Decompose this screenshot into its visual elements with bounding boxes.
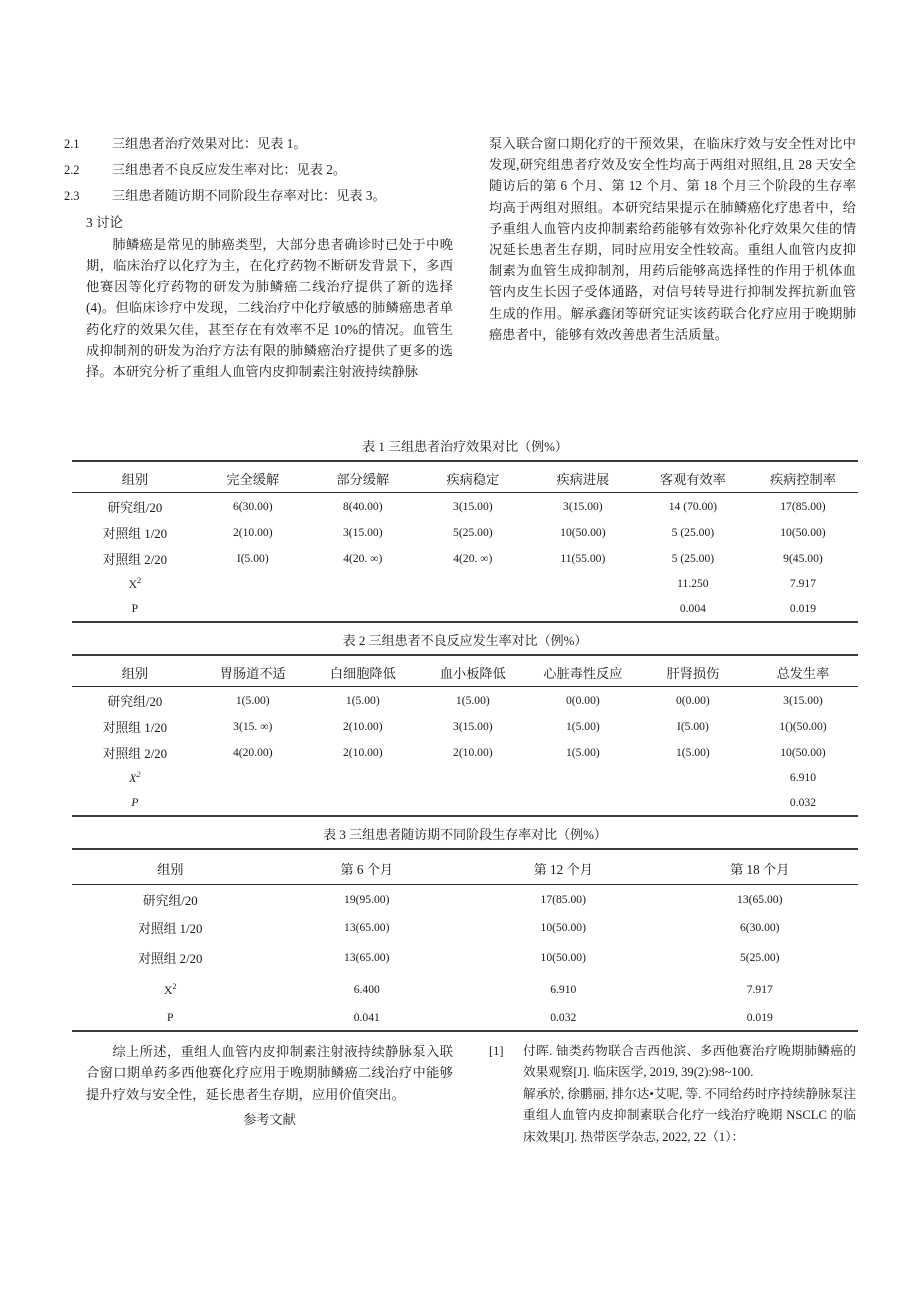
table-1 bbox=[72, 460, 858, 623]
table-1-cell: 10(50.00) bbox=[560, 525, 606, 539]
table-2-cell: 3(15.00) bbox=[453, 719, 493, 733]
left-column bbox=[64, 133, 453, 382]
table-row bbox=[72, 596, 858, 622]
conclusion-paragraph: 综上所述，重组人血管内皮抑制素注射液持续静脉泵入联合窗口期单药多西他赛化疗应用于晚期肺鳞癌二线治疗中能够提升疗效与安全性，延长患者生存期，应用价值突出。 bbox=[86, 1044, 453, 1102]
table-3 bbox=[72, 848, 858, 1032]
table-2-cell: 2(10.00) bbox=[342, 745, 383, 759]
table-row bbox=[72, 493, 858, 519]
table-2-cell bbox=[308, 790, 418, 816]
section-number-2-1: 2.1 bbox=[64, 137, 80, 151]
table-2-cell bbox=[198, 790, 308, 816]
table-1-cell: 9(45.00) bbox=[783, 551, 823, 565]
table-3-cell: 19(95.00) bbox=[344, 893, 390, 906]
table-1-cell: 0.019 bbox=[789, 602, 816, 615]
table-row bbox=[72, 713, 858, 739]
table-2-cell: 10(50.00) bbox=[780, 745, 826, 759]
table-3-header-cell: 第 12 个月 bbox=[533, 861, 593, 877]
table-3-cell: 0.032 bbox=[550, 1010, 577, 1024]
table-1-cell: 0.004 bbox=[679, 602, 706, 615]
table-3-cell: 5(25.00) bbox=[739, 951, 780, 964]
table-3-header-cell: 组别 bbox=[157, 861, 184, 877]
table-row bbox=[72, 1005, 858, 1031]
table-1-cell: 11(55.00) bbox=[560, 551, 606, 565]
table-2-cell: 1(5.00) bbox=[565, 745, 600, 759]
table-1-cell: 14 (70.00) bbox=[668, 499, 718, 513]
table-2-cell: 1(5.00) bbox=[235, 693, 270, 707]
table-1-cell bbox=[528, 596, 638, 622]
section-number-2-2: 2.2 bbox=[64, 163, 80, 178]
table-1-cell: 3(15.00) bbox=[342, 525, 383, 539]
section-text-2-2: 三组患者不良反应发生率对比：见表 2。 bbox=[112, 162, 347, 178]
table-row bbox=[72, 519, 858, 545]
table-row bbox=[72, 915, 858, 941]
table-3-group-label: 对照组 1/20 bbox=[138, 922, 203, 936]
table-1-cell: 3(15.00) bbox=[453, 499, 493, 513]
table-1-cell: 8(40.00) bbox=[342, 499, 383, 513]
table-1-header-cell: 疾病稳定 bbox=[446, 472, 500, 487]
table-1-cell bbox=[528, 571, 638, 596]
table-2-cell: 1(5.00) bbox=[565, 719, 600, 733]
table-3-caption: 表 3 三组患者随访期不同阶段生存率对比（例%） bbox=[323, 827, 607, 842]
list-item bbox=[489, 1084, 856, 1148]
table-1-cell bbox=[198, 571, 308, 596]
table-1-cell: 4(20. ∞) bbox=[343, 551, 383, 565]
table-1-caption: 表 1 三组患者治疗效果对比（例%） bbox=[362, 439, 568, 454]
table-2-cell bbox=[638, 765, 748, 790]
table-1-header-cell: 部分缓解 bbox=[336, 472, 390, 487]
table-2-caption: 表 2 三组患者不良反应发生率对比（例%） bbox=[342, 633, 588, 648]
table-3-cell: 6(30.00) bbox=[739, 921, 780, 934]
table-2-stat-label-chi: $X^2$ bbox=[129, 770, 141, 785]
references-heading: 参考文献 bbox=[243, 1112, 296, 1128]
table-2 bbox=[72, 654, 858, 817]
table-3-cell: 17(85.00) bbox=[540, 893, 586, 906]
table-1-header-cell: 完全缓解 bbox=[226, 472, 280, 487]
table-2-stat-label-p: P bbox=[131, 796, 139, 809]
table-2-header-row bbox=[72, 656, 858, 687]
table-3-cell: 7.917 bbox=[746, 983, 773, 996]
table-2-cell: 1(5.00) bbox=[675, 745, 710, 759]
table-2-group-label: 对照组 2/20 bbox=[102, 746, 168, 761]
table-row bbox=[72, 687, 858, 713]
table-2-block bbox=[72, 632, 858, 817]
table-3-cell: 10(50.00) bbox=[540, 951, 586, 964]
right-column bbox=[489, 133, 856, 382]
table-2-header-cell: 白细胞降低 bbox=[329, 666, 396, 681]
table-3-cell: 0.041 bbox=[353, 1010, 380, 1024]
table-3-rule-bottom bbox=[72, 1031, 858, 1032]
table-2-header-cell: 肝肾损伤 bbox=[666, 666, 720, 681]
table-2-cell: 1(5.00) bbox=[455, 693, 490, 707]
table-1-cell bbox=[198, 596, 308, 622]
table-2-cell bbox=[418, 790, 528, 816]
table-1-header-cell: 组别 bbox=[121, 472, 149, 487]
table-1-header-row bbox=[72, 462, 858, 493]
table-2-rule-bottom bbox=[72, 816, 858, 817]
table-2-cell: 1()(50.00) bbox=[779, 719, 827, 733]
table-row bbox=[72, 975, 858, 1005]
table-1-cell: 17(85.00) bbox=[780, 499, 826, 513]
table-row bbox=[72, 739, 858, 765]
table-2-cell: 2(10.00) bbox=[342, 719, 383, 733]
table-1-cell: I(5.00) bbox=[236, 551, 269, 565]
section-item-2-1 bbox=[64, 133, 453, 155]
table-2-cell: 2(10.00) bbox=[453, 745, 493, 759]
table-1-header-cell: 疾病进展 bbox=[556, 472, 610, 487]
table-3-stat-label-chi: $X^2$ bbox=[163, 982, 177, 997]
table-1-cell: 7.917 bbox=[789, 577, 816, 590]
right-column-paragraph: 泵入联合窗口期化疗的干预效果，在临床疗效与安全性对比中发现,研究组患者疗效及安全性均高于两组对照组,且 28 天安全随访后的第 6 个月、第 12 个月、第 18 个月三个阶段的生存率均高于两组对照组。本研究结果提示在肺鳞癌化疗患者中，给予重组人血管内皮抑制素给药能够有效弥补化疗效果欠佳的情况延长患者生存期，同时应用安全性较高。重组人血管内皮抑制素为血管生成抑制剂，用药后能够高选择性的作用于机体血管内皮生长因子受体通路，对信号转导进行抑制发挥抗新血管生成的作用。解承鑫闭等研究证实该药联合化疗应用于晚期肺癌患者中，能够有效改善患者生活质量。 bbox=[489, 136, 856, 342]
table-row bbox=[72, 765, 858, 790]
references-column bbox=[489, 1041, 856, 1148]
discussion-heading: 3 讨论 bbox=[86, 214, 123, 230]
table-2-cell bbox=[308, 765, 418, 790]
table-3-header-cell: 第 6 个月 bbox=[340, 861, 394, 877]
table-2-cell: 0.032 bbox=[789, 796, 816, 809]
bottom-two-column-region bbox=[86, 1041, 856, 1148]
table-3-header-cell: 第 18 个月 bbox=[730, 861, 790, 877]
table-1-cell: 6(30.00) bbox=[232, 499, 273, 513]
reference-number: [1] bbox=[489, 1044, 504, 1058]
table-1-header-cell: 客观有效率 bbox=[659, 472, 726, 487]
table-1-group-label: 对照组 1/20 bbox=[102, 526, 168, 541]
table-1-stat-label-chi: $X^2$ bbox=[128, 576, 142, 591]
table-3-group-label: 研究组/20 bbox=[142, 894, 198, 908]
table-1-cell: 10(50.00) bbox=[780, 525, 826, 539]
table-2-header-cell: 血小板降低 bbox=[439, 666, 506, 681]
section-text-2-1: 三组患者治疗效果对比：见表 1。 bbox=[112, 136, 307, 151]
table-2-cell: 0(0.00) bbox=[565, 693, 600, 707]
left-column-paragraph: 肺鳞癌是常见的肺癌类型，大部分患者确诊时已处于中晚期，临床治疗以化疗为主，在化疗药物不断研发背景下，多西他赛因等化疗药物的研发为肺鳞癌二线治疗提供了新的选择(4)。但临床诊疗中发现，二线治疗中化疗敏感的肺鳞癌患者单药化疗的效果欠佳，甚至存在有效率不足 10%的情况。血管生成抑制剂的研发为治疗方法有限的肺鳞癌治疗提供了更多的选择。本研究分析了重组人血管内皮抑制素注射液持续静脉 bbox=[86, 236, 453, 380]
table-1-group-label: 对照组 2/20 bbox=[102, 552, 168, 567]
table-3-cell: 13(65.00) bbox=[344, 951, 390, 964]
table-1-cell: 5(25.00) bbox=[453, 525, 493, 539]
table-row bbox=[72, 941, 858, 975]
table-2-cell: 4(20.00) bbox=[232, 745, 273, 759]
table-1-cell bbox=[418, 596, 528, 622]
reference-text: 解承於, 徐鹏丽, 排尔达•艾呢, 等. 不同给药时序持续静脉泵注重组人血管内皮抑制素联合化疗一线治疗晚期 NSCLC 的临床效果[J]. 热带医学杂志, 2022, 22（1）： bbox=[523, 1086, 856, 1144]
table-1-cell: 2(10.00) bbox=[232, 525, 273, 539]
reference-text: 付晖. 铀类药物联合吉西他滨、多西他赛治疗晚期肺鳞癌的效果观察[J]. 临床医学, 2019, 39(2):98~100. bbox=[523, 1044, 856, 1080]
table-2-cell bbox=[528, 790, 638, 816]
table-2-cell bbox=[198, 765, 308, 790]
table-2-header-cell: 组别 bbox=[121, 666, 149, 681]
list-item bbox=[489, 1041, 856, 1084]
table-3-cell: 13(65.00) bbox=[344, 921, 390, 934]
table-1-block bbox=[72, 438, 858, 623]
table-2-cell: 0(0.00) bbox=[675, 693, 710, 707]
table-1-group-label: 研究组/20 bbox=[107, 500, 163, 515]
section-number-2-3: 2.3 bbox=[64, 189, 80, 204]
table-3-cell: 13(65.00) bbox=[737, 893, 783, 906]
table-2-cell: I(5.00) bbox=[676, 719, 709, 733]
table-row bbox=[72, 571, 858, 596]
table-2-cell bbox=[638, 790, 748, 816]
table-2-cell: 3(15. ∞) bbox=[233, 719, 273, 733]
table-3-cell: 10(50.00) bbox=[540, 921, 586, 934]
table-3-stat-label-p: P bbox=[167, 1010, 174, 1024]
section-item-2-3 bbox=[64, 185, 453, 207]
table-3-block bbox=[72, 826, 858, 1032]
table-1-cell: 5 (25.00) bbox=[671, 525, 715, 539]
table-1-cell bbox=[308, 596, 418, 622]
table-1-cell bbox=[418, 571, 528, 596]
table-2-cell: 3(15.00) bbox=[783, 693, 823, 707]
table-3-header-row bbox=[72, 850, 858, 884]
table-2-cell bbox=[418, 765, 528, 790]
table-row bbox=[72, 790, 858, 816]
table-2-header-cell: 胃肠道不适 bbox=[219, 666, 286, 681]
table-1-cell: 5 (25.00) bbox=[671, 551, 715, 565]
table-2-cell bbox=[528, 765, 638, 790]
table-3-cell: 0.019 bbox=[746, 1010, 773, 1024]
table-1-stat-label-p: P bbox=[131, 602, 139, 615]
section-item-2-2 bbox=[64, 159, 453, 181]
table-3-cell: 6.400 bbox=[353, 983, 380, 996]
table-2-group-label: 对照组 1/20 bbox=[102, 720, 168, 735]
table-3-cell: 6.910 bbox=[550, 983, 577, 996]
table-row bbox=[72, 545, 858, 571]
conclusion-column bbox=[86, 1041, 453, 1148]
table-1-cell: 11.250 bbox=[677, 577, 709, 590]
table-1-cell bbox=[308, 571, 418, 596]
top-two-column-region bbox=[64, 133, 856, 382]
table-2-header-cell: 心脏毒性反应 bbox=[543, 666, 623, 681]
table-1-cell: 4(20. ∞) bbox=[453, 551, 493, 565]
table-2-cell: 1(5.00) bbox=[345, 693, 380, 707]
table-2-header-cell: 总发生率 bbox=[776, 666, 830, 681]
table-2-group-label: 研究组/20 bbox=[107, 694, 163, 709]
table-1-cell: 3(15.00) bbox=[563, 499, 603, 513]
table-1-rule-bottom bbox=[72, 622, 858, 623]
table-row bbox=[72, 885, 858, 915]
section-text-2-3: 三组患者随访期不同阶段生存率对比：见表 3。 bbox=[112, 188, 386, 204]
table-2-cell: 6.910 bbox=[789, 771, 816, 784]
table-1-header-cell: 疾病控制率 bbox=[769, 472, 836, 487]
table-3-group-label: 对照组 2/20 bbox=[138, 952, 203, 966]
